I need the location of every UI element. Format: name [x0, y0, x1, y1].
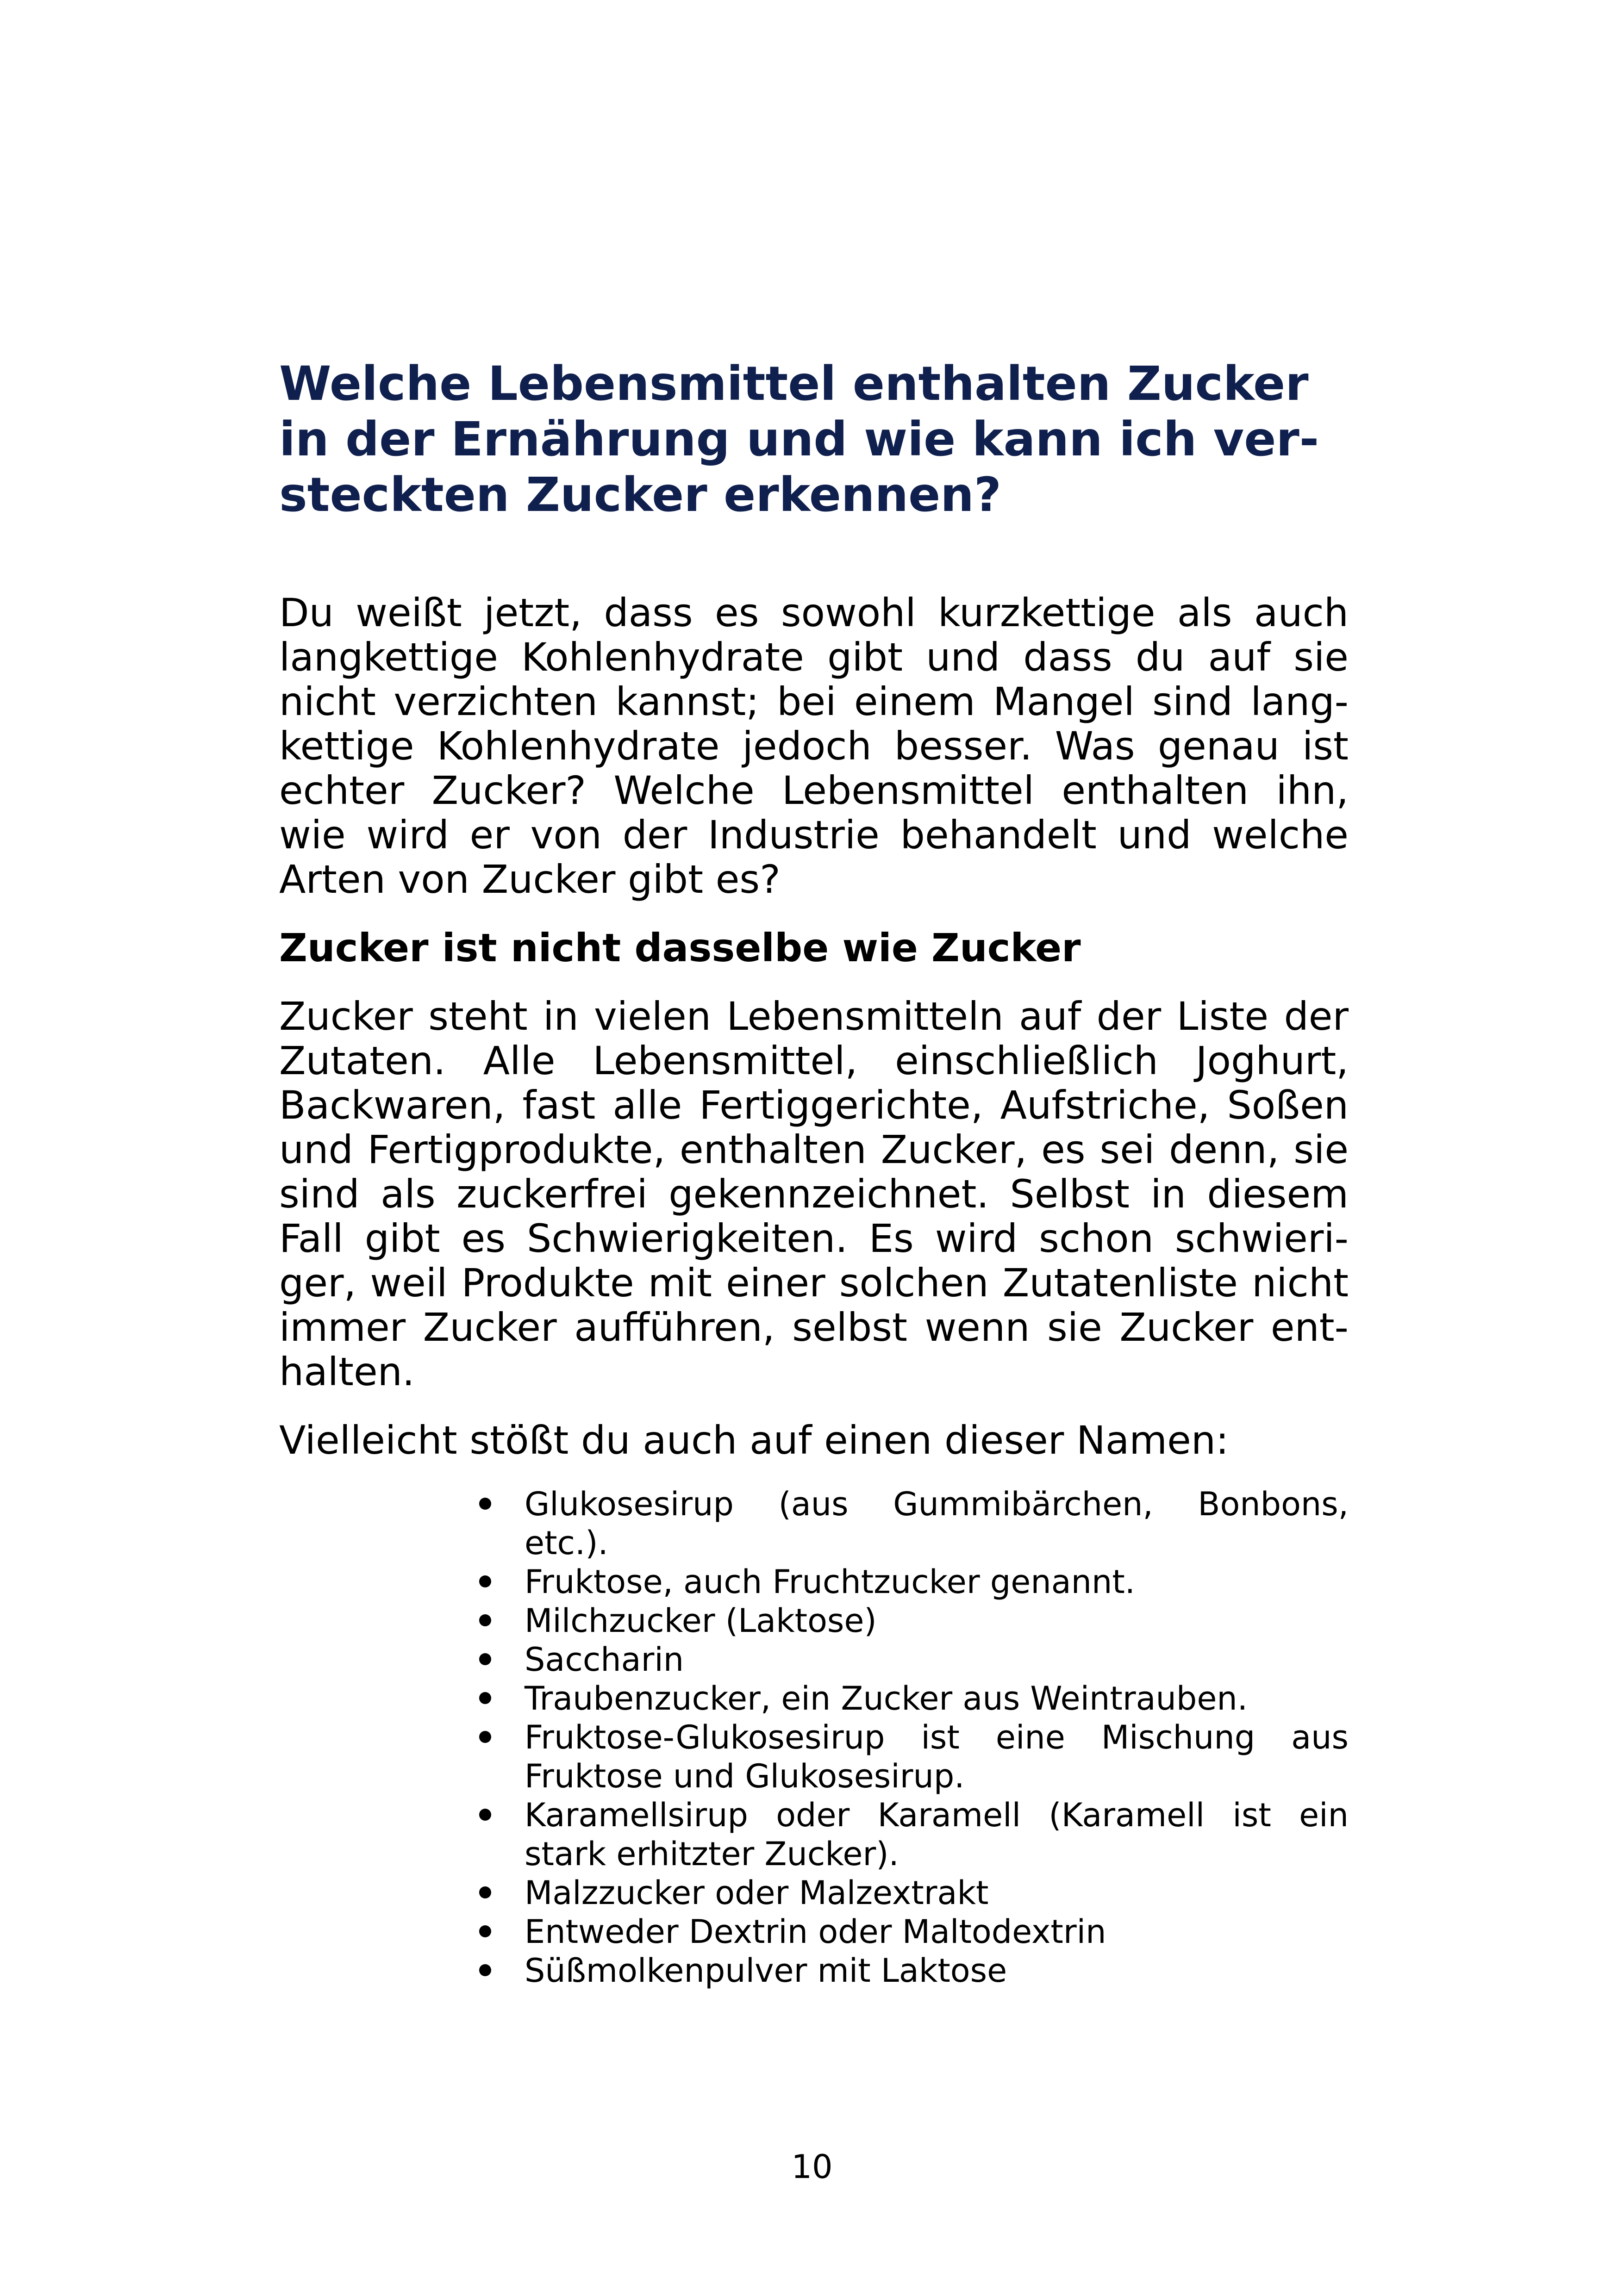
- bullet-icon: [479, 1614, 491, 1626]
- bullet-icon: [479, 1886, 491, 1898]
- list-item-line: Glukosesirup (aus Gummibärchen, Bonbons,: [525, 1485, 1349, 1523]
- list-item: [479, 1873, 1349, 1912]
- paragraph-line: Arten von Zucker gibt es?: [279, 857, 781, 902]
- list-item: [479, 1718, 1349, 1796]
- bullet-icon: [479, 1653, 491, 1665]
- list-intro-paragraph: [279, 1418, 1349, 1462]
- paragraph-line: echter Zucker? Welche Lebensmittel enthalten ihn,: [279, 768, 1349, 813]
- list-item: [479, 1601, 1349, 1640]
- paragraph-line: Fall gibt es Schwierigkeiten. Es wird schon schwieri-: [279, 1216, 1349, 1261]
- list-item: [479, 1640, 1349, 1679]
- list-item-line: Fruktose, auch Fruchtzucker genannt.: [525, 1563, 1136, 1601]
- page-content: [279, 356, 1349, 1990]
- intro-paragraph: [279, 591, 1349, 902]
- paragraph-line: und Fertigprodukte, enthalten Zucker, es sei denn, sie: [279, 1127, 1349, 1172]
- bullet-icon: [479, 1498, 491, 1510]
- bullet-icon: [479, 1575, 491, 1587]
- page-number: 10: [791, 2148, 833, 2186]
- list-item-line: stark erhitzter Zucker).: [525, 1835, 899, 1873]
- list-item-line: Fruktose-Glukosesirup ist eine Mischung aus: [525, 1718, 1349, 1756]
- list-item-line: Milchzucker (Laktose): [525, 1602, 877, 1640]
- paragraph-line: Zutaten. Alle Lebensmittel, einschließlich Joghurt,: [279, 1038, 1349, 1083]
- bullet-icon: [479, 1964, 491, 1976]
- bullet-icon: [479, 1692, 491, 1704]
- list-item-line: Fruktose und Glukosesirup.: [525, 1757, 965, 1795]
- list-item: [479, 1485, 1349, 1562]
- list-item: [479, 1562, 1349, 1601]
- list-item-line: etc.).: [525, 1524, 608, 1562]
- list-item-line: Süßmolkenpulver mit Laktose: [525, 1952, 1007, 1990]
- page-title-line: in der Ernährung und wie kann ich ver-: [279, 412, 1319, 467]
- list-item: [479, 1796, 1349, 1873]
- body-paragraph: [279, 994, 1349, 1394]
- bullet-icon: [479, 1731, 491, 1743]
- list-item-line: Entweder Dextrin oder Maltodextrin: [525, 1913, 1106, 1951]
- list-item-line: Malzzucker oder Malzextrakt: [525, 1874, 989, 1912]
- page-title: [279, 356, 1349, 523]
- bullet-icon: [479, 1925, 491, 1937]
- paragraph-line: langkettige Kohlenhydrate gibt und dass du auf sie: [279, 635, 1349, 680]
- paragraph-line: wie wird er von der Industrie behandelt und welche: [279, 812, 1349, 858]
- paragraph-line: ger, weil Produkte mit einer solchen Zutatenliste nicht: [279, 1260, 1349, 1306]
- paragraph-line: Vielleicht stößt du auch auf einen dieser Namen:: [279, 1418, 1229, 1463]
- list-item-line: Saccharin: [525, 1641, 684, 1679]
- list-item: [479, 1912, 1349, 1951]
- page-title-line: Welche Lebensmittel enthalten Zucker: [279, 356, 1309, 411]
- bullet-icon: [479, 1809, 491, 1821]
- paragraph-line: Du weißt jetzt, dass es sowohl kurzkettige als auch: [279, 590, 1349, 635]
- list-item-line: Karamellsirup oder Karamell (Karamell ist ein: [525, 1796, 1349, 1834]
- sugar-names-list: [479, 1485, 1349, 1990]
- list-item-line: Traubenzucker, ein Zucker aus Weintrauben.: [525, 1680, 1248, 1717]
- section-subheading: Zucker ist nicht dasselbe wie Zucker: [279, 925, 1081, 971]
- paragraph-line: Zucker steht in vielen Lebensmitteln auf der Liste der: [279, 994, 1349, 1039]
- paragraph-line: Backwaren, fast alle Fertiggerichte, Aufstriche, Soßen: [279, 1083, 1349, 1128]
- paragraph-line: halten.: [279, 1349, 415, 1394]
- list-item: [479, 1951, 1349, 1990]
- paragraph-line: sind als zuckerfrei gekennzeichnet. Selbst in diesem: [279, 1171, 1349, 1217]
- list-item: [479, 1679, 1349, 1718]
- paragraph-line: immer Zucker aufführen, selbst wenn sie Zucker ent-: [279, 1305, 1349, 1350]
- paragraph-line: kettige Kohlenhydrate jedoch besser. Was genau ist: [279, 723, 1349, 769]
- page-title-line: steckten Zucker erkennen?: [279, 467, 1002, 523]
- paragraph-line: nicht verzichten kannst; bei einem Mangel sind lang-: [279, 679, 1349, 724]
